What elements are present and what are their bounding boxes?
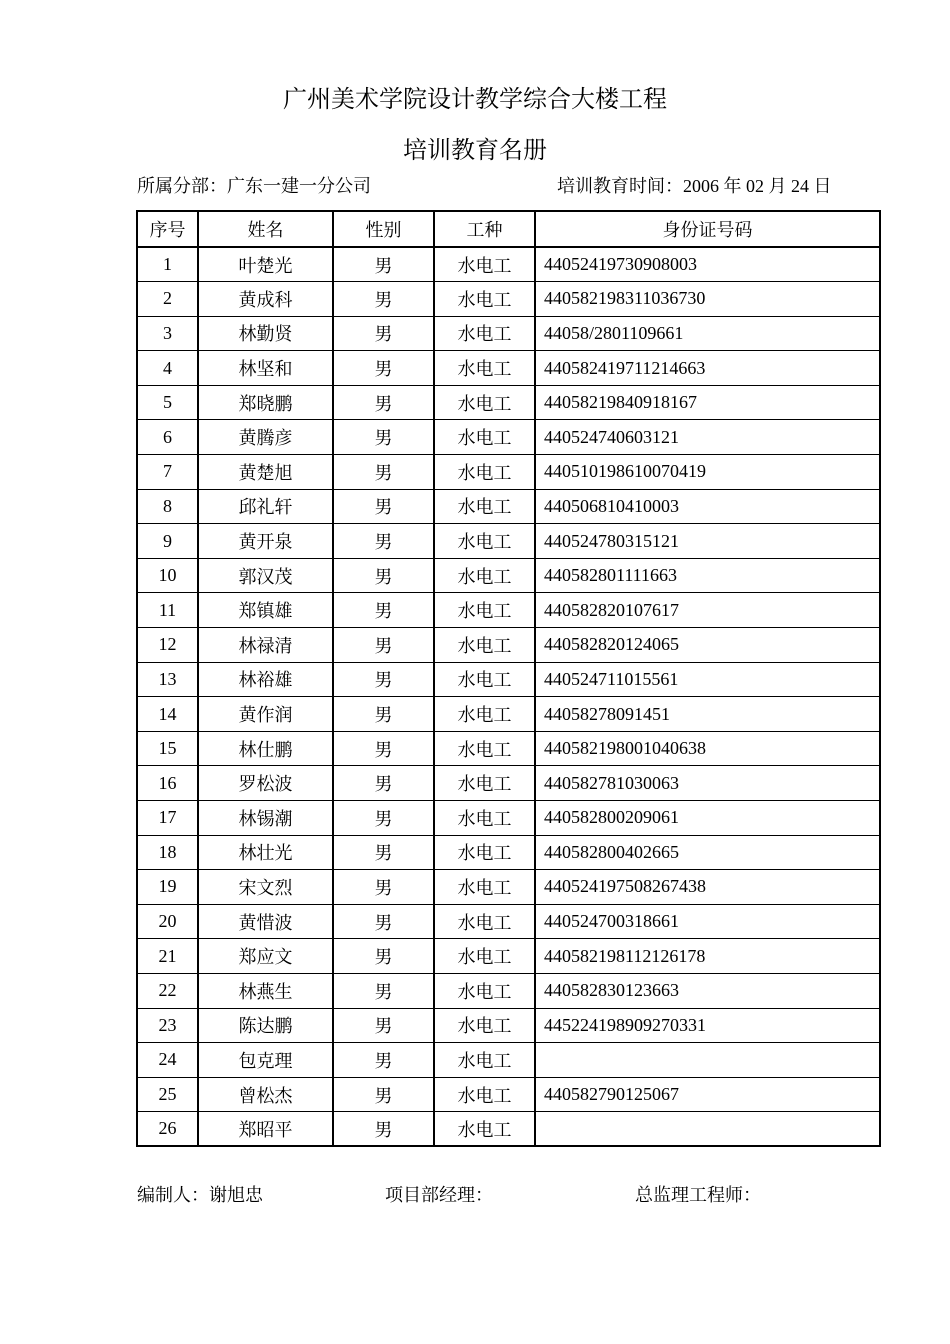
cell-index: 11: [137, 593, 198, 628]
cell-gender: 男: [333, 1008, 434, 1043]
table-row: [137, 1077, 880, 1112]
cell-name: 林裕雄: [198, 662, 333, 697]
cell-index: 24: [137, 1043, 198, 1078]
cell-gender: 男: [333, 628, 434, 663]
cell-trade: 水电工: [434, 628, 535, 663]
table-row: [137, 1008, 880, 1043]
cell-name: 包克理: [198, 1043, 333, 1078]
cell-index: 18: [137, 835, 198, 870]
cell-id-number: 440582198001040638: [535, 731, 880, 766]
cell-trade: 水电工: [434, 835, 535, 870]
cell-name: 宋文烈: [198, 870, 333, 905]
cell-id-number: 440524197508267438: [535, 870, 880, 905]
table-row: [137, 351, 880, 386]
table-row: [137, 385, 880, 420]
cell-gender: 男: [333, 870, 434, 905]
cell-id-number: 44052419730908003: [535, 247, 880, 282]
cell-name: 林燕生: [198, 973, 333, 1008]
cell-name: 林坚和: [198, 351, 333, 386]
branch-label: 所属分部：广东一建一分公司: [137, 176, 371, 196]
header-name: 姓名: [198, 211, 333, 247]
cell-index: 6: [137, 420, 198, 455]
cell-gender: 男: [333, 731, 434, 766]
table-row: [137, 801, 880, 836]
cell-id-number: 44058278091451: [535, 697, 880, 732]
table-row: [137, 282, 880, 317]
cell-id-number: 440582820124065: [535, 628, 880, 663]
cell-id-number: 440524740603121: [535, 420, 880, 455]
cell-gender: 男: [333, 316, 434, 351]
cell-name: 黄楚旭: [198, 455, 333, 490]
table-row: [137, 593, 880, 628]
cell-id-number: 440524780315121: [535, 524, 880, 559]
training-date: 培训教育时间：2006 年 02 月 24 日: [557, 176, 832, 196]
cell-name: 黄开泉: [198, 524, 333, 559]
cell-trade: 水电工: [434, 1112, 535, 1147]
cell-id-number: 440582800402665: [535, 835, 880, 870]
cell-trade: 水电工: [434, 247, 535, 282]
cell-name: 叶楚光: [198, 247, 333, 282]
cell-id-number: 440582198112126178: [535, 939, 880, 974]
table-row: [137, 1112, 880, 1147]
cell-index: 4: [137, 351, 198, 386]
cell-name: 郑应文: [198, 939, 333, 974]
cell-trade: 水电工: [434, 870, 535, 905]
cell-id-number: 440524711015561: [535, 662, 880, 697]
cell-index: 20: [137, 904, 198, 939]
header-gender: 性别: [333, 211, 434, 247]
header-id-number: 身份证号码: [535, 211, 880, 247]
cell-id-number: 440524700318661: [535, 904, 880, 939]
table-row: [137, 628, 880, 663]
cell-name: 陈达鹏: [198, 1008, 333, 1043]
cell-name: 郭汉茂: [198, 558, 333, 593]
cell-id-number: 440582830123663: [535, 973, 880, 1008]
cell-index: 17: [137, 801, 198, 836]
cell-name: 林禄清: [198, 628, 333, 663]
cell-trade: 水电工: [434, 593, 535, 628]
table-row: [137, 731, 880, 766]
cell-trade: 水电工: [434, 316, 535, 351]
cell-gender: 男: [333, 455, 434, 490]
table-row: [137, 455, 880, 490]
table-row: [137, 1043, 880, 1078]
cell-index: 14: [137, 697, 198, 732]
cell-index: 22: [137, 973, 198, 1008]
cell-trade: 水电工: [434, 939, 535, 974]
cell-name: 黄腾彦: [198, 420, 333, 455]
chief-supervisor-label: 总监理工程师：: [635, 1185, 761, 1205]
table-row: [137, 939, 880, 974]
cell-name: 曾松杰: [198, 1077, 333, 1112]
cell-gender: 男: [333, 904, 434, 939]
cell-name: 罗松波: [198, 766, 333, 801]
cell-name: 林壮光: [198, 835, 333, 870]
cell-id-number: 440582820107617: [535, 593, 880, 628]
cell-gender: 男: [333, 247, 434, 282]
cell-index: 23: [137, 1008, 198, 1043]
cell-id-number: 440582419711214663: [535, 351, 880, 386]
cell-trade: 水电工: [434, 973, 535, 1008]
cell-trade: 水电工: [434, 282, 535, 317]
header-index: 序号: [137, 211, 198, 247]
cell-id-number: 440582781030063: [535, 766, 880, 801]
cell-index: 12: [137, 628, 198, 663]
cell-name: 郑晓鹏: [198, 385, 333, 420]
cell-trade: 水电工: [434, 351, 535, 386]
table-body: [137, 247, 880, 1146]
table-row: [137, 558, 880, 593]
table-row: [137, 835, 880, 870]
header-trade: 工种: [434, 211, 535, 247]
cell-trade: 水电工: [434, 558, 535, 593]
cell-gender: 男: [333, 385, 434, 420]
cell-trade: 水电工: [434, 697, 535, 732]
document-subtitle: 培训教育名册: [403, 138, 547, 164]
table-row: [137, 870, 880, 905]
cell-trade: 水电工: [434, 385, 535, 420]
cell-gender: 男: [333, 697, 434, 732]
cell-id-number: [535, 1112, 880, 1147]
cell-trade: 水电工: [434, 420, 535, 455]
table-row: [137, 316, 880, 351]
table-row: [137, 697, 880, 732]
cell-id-number: 440582198311036730: [535, 282, 880, 317]
cell-gender: 男: [333, 420, 434, 455]
cell-id-number: [535, 1043, 880, 1078]
cell-gender: 男: [333, 1043, 434, 1078]
cell-index: 7: [137, 455, 198, 490]
cell-index: 16: [137, 766, 198, 801]
cell-gender: 男: [333, 524, 434, 559]
cell-name: 郑昭平: [198, 1112, 333, 1147]
cell-gender: 男: [333, 662, 434, 697]
cell-gender: 男: [333, 593, 434, 628]
cell-id-number: 440582800209061: [535, 801, 880, 836]
cell-name: 黄惜波: [198, 904, 333, 939]
cell-trade: 水电工: [434, 801, 535, 836]
cell-id-number: 44058219840918167: [535, 385, 880, 420]
cell-gender: 男: [333, 939, 434, 974]
project-manager-label: 项目部经理：: [385, 1185, 493, 1205]
cell-trade: 水电工: [434, 1008, 535, 1043]
cell-trade: 水电工: [434, 904, 535, 939]
table-row: [137, 662, 880, 697]
cell-gender: 男: [333, 835, 434, 870]
cell-name: 林锡潮: [198, 801, 333, 836]
cell-gender: 男: [333, 973, 434, 1008]
compiler-label: 编制人：谢旭忠: [137, 1185, 263, 1205]
cell-gender: 男: [333, 558, 434, 593]
cell-trade: 水电工: [434, 766, 535, 801]
cell-name: 林勤贤: [198, 316, 333, 351]
cell-index: 10: [137, 558, 198, 593]
cell-trade: 水电工: [434, 489, 535, 524]
cell-trade: 水电工: [434, 1077, 535, 1112]
cell-index: 15: [137, 731, 198, 766]
table-row: [137, 489, 880, 524]
cell-gender: 男: [333, 766, 434, 801]
training-roster-table: [136, 210, 881, 1147]
cell-gender: 男: [333, 801, 434, 836]
table-row: [137, 766, 880, 801]
cell-gender: 男: [333, 282, 434, 317]
cell-index: 26: [137, 1112, 198, 1147]
cell-trade: 水电工: [434, 731, 535, 766]
cell-index: 13: [137, 662, 198, 697]
document-title: 广州美术学院设计教学综合大楼工程: [283, 87, 667, 113]
cell-id-number: 445224198909270331: [535, 1008, 880, 1043]
cell-index: 1: [137, 247, 198, 282]
cell-name: 邱礼轩: [198, 489, 333, 524]
cell-gender: 男: [333, 1112, 434, 1147]
cell-trade: 水电工: [434, 1043, 535, 1078]
cell-trade: 水电工: [434, 455, 535, 490]
cell-trade: 水电工: [434, 524, 535, 559]
cell-gender: 男: [333, 489, 434, 524]
cell-name: 黄作润: [198, 697, 333, 732]
cell-index: 2: [137, 282, 198, 317]
table-row: [137, 973, 880, 1008]
cell-gender: 男: [333, 351, 434, 386]
table-header-row: [137, 211, 880, 247]
cell-index: 3: [137, 316, 198, 351]
table-row: [137, 904, 880, 939]
table-row: [137, 420, 880, 455]
cell-gender: 男: [333, 1077, 434, 1112]
cell-name: 林仕鹏: [198, 731, 333, 766]
cell-id-number: 440582801111663: [535, 558, 880, 593]
cell-id-number: 440510198610070419: [535, 455, 880, 490]
cell-trade: 水电工: [434, 662, 535, 697]
cell-name: 黄成科: [198, 282, 333, 317]
table-row: [137, 524, 880, 559]
cell-index: 21: [137, 939, 198, 974]
cell-index: 19: [137, 870, 198, 905]
cell-id-number: 44058/2801109661: [535, 316, 880, 351]
cell-index: 25: [137, 1077, 198, 1112]
cell-index: 5: [137, 385, 198, 420]
table-row: [137, 247, 880, 282]
cell-id-number: 440506810410003: [535, 489, 880, 524]
cell-index: 9: [137, 524, 198, 559]
cell-index: 8: [137, 489, 198, 524]
cell-name: 郑镇雄: [198, 593, 333, 628]
cell-id-number: 440582790125067: [535, 1077, 880, 1112]
